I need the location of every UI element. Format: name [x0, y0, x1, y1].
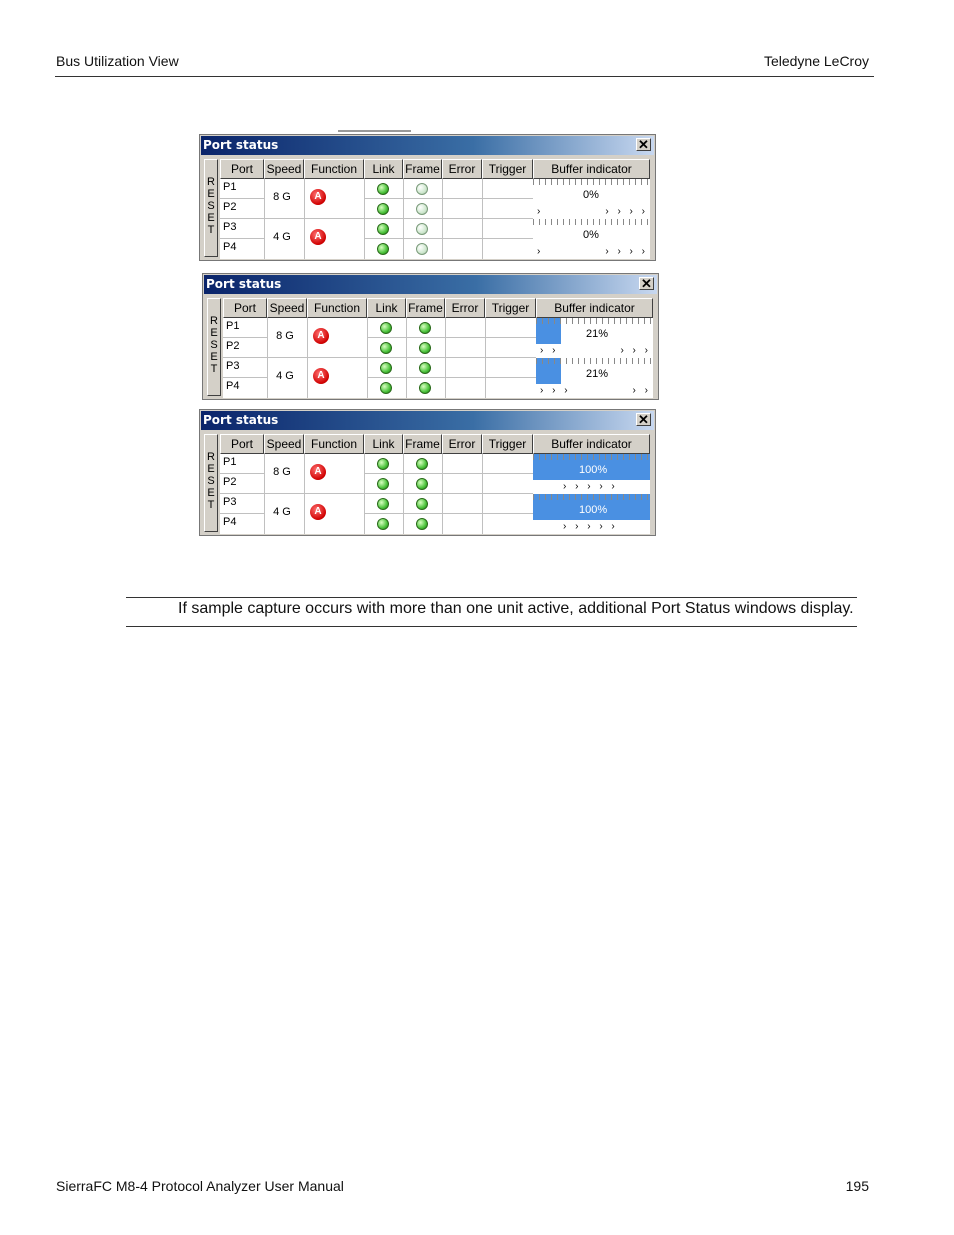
- link-led-icon: [380, 322, 392, 334]
- port-label: P3: [226, 360, 240, 372]
- port-rows: [223, 318, 653, 398]
- buffer-scale-ticks: [536, 358, 653, 364]
- buffer-indicator: [533, 454, 650, 494]
- buffer-activity-arrows-right: › › › ›: [605, 246, 648, 257]
- buffer-scale-ticks: [533, 219, 650, 225]
- buffer-indicator: [536, 358, 653, 398]
- grid-line: [482, 179, 483, 259]
- frame-led-icon: [419, 382, 431, 394]
- column-header[interactable]: Buffer indicator: [536, 298, 653, 318]
- page-header-section: Bus Utilization View: [56, 53, 179, 69]
- column-header[interactable]: Trigger: [482, 159, 533, 179]
- port-label: P1: [226, 320, 240, 332]
- grid-line: [304, 179, 305, 259]
- frame-led-icon: [416, 478, 428, 490]
- port-status-window-3: [199, 409, 656, 536]
- grid-line: [442, 179, 443, 259]
- grid-line: [403, 179, 404, 259]
- grid-line: [364, 454, 365, 534]
- column-header[interactable]: Link: [367, 298, 406, 318]
- page-header-company: Teledyne LeCroy: [763, 53, 869, 69]
- column-header[interactable]: Function: [307, 298, 367, 318]
- port-label: P1: [223, 181, 237, 193]
- buffer-activity-arrows-left: › › ›: [540, 385, 571, 396]
- column-header[interactable]: Buffer indicator: [533, 159, 650, 179]
- grid-line: [406, 318, 407, 398]
- reset-button-letter: E: [207, 212, 215, 224]
- figure-frame-line: [338, 130, 411, 132]
- close-icon[interactable]: ✕: [639, 277, 654, 290]
- frame-led-icon: [416, 498, 428, 510]
- buffer-activity-arrows-left: › ›: [540, 345, 559, 356]
- grid-line: [482, 454, 483, 534]
- link-led-icon: [377, 183, 389, 195]
- frame-led-icon: [416, 243, 428, 255]
- reset-button-letter: T: [207, 224, 215, 236]
- buffer-percent: 100%: [579, 464, 608, 476]
- column-header[interactable]: Speed: [264, 434, 304, 454]
- buffer-activity-arrows: › › › › ›: [563, 481, 618, 492]
- link-led-icon: [377, 223, 389, 235]
- grid-line: [220, 493, 533, 494]
- header-divider: [55, 76, 874, 77]
- buffer-percent: 100%: [579, 504, 608, 516]
- column-header[interactable]: Frame: [403, 159, 442, 179]
- function-analyzer-icon[interactable]: A: [310, 189, 326, 205]
- column-header[interactable]: Frame: [406, 298, 445, 318]
- close-icon[interactable]: ✕: [636, 138, 651, 151]
- column-header[interactable]: Error: [442, 159, 482, 179]
- reset-button-letter: T: [207, 499, 215, 511]
- grid-line: [442, 454, 443, 534]
- function-analyzer-icon[interactable]: A: [310, 504, 326, 520]
- speed-value: 8 G: [273, 191, 291, 203]
- speed-value: 4 G: [273, 231, 291, 243]
- grid-line: [364, 238, 533, 239]
- frame-led-icon: [419, 322, 431, 334]
- function-analyzer-icon[interactable]: A: [310, 229, 326, 245]
- column-header[interactable]: Port: [220, 159, 264, 179]
- grid-line: [220, 198, 264, 199]
- speed-value: 4 G: [273, 506, 291, 518]
- reset-button[interactable]: [204, 159, 218, 257]
- note-text: If sample capture occurs with more than one unit active, additional Port Status windows display.: [178, 600, 854, 617]
- link-led-icon: [380, 382, 392, 394]
- buffer-scale-ticks: [533, 454, 650, 460]
- reset-button[interactable]: [204, 434, 218, 532]
- column-header[interactable]: Port: [220, 434, 264, 454]
- buffer-indicator: [533, 179, 650, 219]
- function-analyzer-icon[interactable]: A: [313, 368, 329, 384]
- grid-line: [223, 377, 267, 378]
- column-header[interactable]: Link: [364, 159, 403, 179]
- port-label: P3: [223, 496, 237, 508]
- function-analyzer-icon[interactable]: A: [310, 464, 326, 480]
- speed-value: 8 G: [273, 466, 291, 478]
- column-header[interactable]: Trigger: [485, 298, 536, 318]
- reset-button-letter: R: [207, 176, 215, 188]
- buffer-indicator: [533, 219, 650, 259]
- reset-button-letter: E: [207, 487, 215, 499]
- buffer-activity-arrows-left: ›: [537, 206, 544, 217]
- grid-line: [364, 179, 365, 259]
- frame-led-icon: [419, 342, 431, 354]
- column-header[interactable]: Link: [364, 434, 403, 454]
- link-led-icon: [377, 498, 389, 510]
- grid-line: [307, 318, 308, 398]
- reset-button-letter: S: [207, 475, 215, 487]
- reset-button-letter: R: [207, 451, 215, 463]
- note-top-rule: [126, 597, 857, 598]
- column-header[interactable]: Port: [223, 298, 267, 318]
- grid-line: [220, 513, 264, 514]
- buffer-activity-arrows-right: › › › ›: [605, 206, 648, 217]
- buffer-percent: 0%: [583, 189, 599, 201]
- frame-led-icon: [419, 362, 431, 374]
- link-led-icon: [380, 362, 392, 374]
- buffer-scale-ticks: [533, 494, 650, 500]
- column-header[interactable]: Function: [304, 159, 364, 179]
- reset-button-letter: R: [210, 315, 218, 327]
- port-label: P4: [223, 516, 237, 528]
- grid-line: [445, 318, 446, 398]
- reset-button[interactable]: [207, 298, 221, 396]
- link-led-icon: [377, 243, 389, 255]
- grid-line: [364, 473, 533, 474]
- page-footer-title: SierraFC M8-4 Protocol Analyzer User Manual: [56, 1178, 344, 1194]
- window-title: Port status: [203, 413, 279, 427]
- frame-led-icon: [416, 518, 428, 530]
- port-status-window-2: [202, 273, 659, 400]
- note-bottom-rule: [126, 626, 857, 627]
- frame-led-icon: [416, 458, 428, 470]
- reset-button-letter: E: [210, 327, 218, 339]
- grid-line: [367, 337, 536, 338]
- reset-button-letter: E: [207, 188, 215, 200]
- port-status-window-1: [199, 134, 656, 261]
- grid-line: [223, 337, 267, 338]
- link-led-icon: [377, 478, 389, 490]
- function-analyzer-icon[interactable]: A: [313, 328, 329, 344]
- grid-line: [367, 377, 536, 378]
- speed-value: 8 G: [276, 330, 294, 342]
- column-header[interactable]: Frame: [403, 434, 442, 454]
- frame-led-icon: [416, 183, 428, 195]
- grid-line: [223, 357, 536, 358]
- link-led-icon: [380, 342, 392, 354]
- column-header[interactable]: Error: [445, 298, 485, 318]
- port-label: P2: [223, 476, 237, 488]
- frame-led-icon: [416, 203, 428, 215]
- port-label: P2: [226, 340, 240, 352]
- column-header[interactable]: Buffer indicator: [533, 434, 650, 454]
- port-label: P4: [223, 241, 237, 253]
- column-header[interactable]: Speed: [264, 159, 304, 179]
- grid-line: [364, 198, 533, 199]
- port-label: P3: [223, 221, 237, 233]
- grid-line: [220, 218, 533, 219]
- buffer-activity-arrows-right: › › ›: [620, 345, 651, 356]
- grid-line: [485, 318, 486, 398]
- reset-button-letter: T: [210, 363, 218, 375]
- reset-button-letter: S: [210, 339, 218, 351]
- window-titlebar: [201, 411, 654, 430]
- buffer-scale-ticks: [533, 179, 650, 185]
- frame-led-icon: [416, 223, 428, 235]
- buffer-indicator: [533, 494, 650, 534]
- buffer-activity-arrows-left: ›: [537, 246, 544, 257]
- window-title: Port status: [206, 277, 282, 291]
- buffer-activity-arrows-right: › ›: [632, 385, 651, 396]
- grid-line: [220, 238, 264, 239]
- link-led-icon: [377, 458, 389, 470]
- reset-button-letter: E: [210, 351, 218, 363]
- buffer-percent: 0%: [583, 229, 599, 241]
- window-titlebar: [201, 136, 654, 155]
- column-header[interactable]: Error: [442, 434, 482, 454]
- close-icon[interactable]: ✕: [636, 413, 651, 426]
- grid-line: [367, 318, 368, 398]
- link-led-icon: [377, 518, 389, 530]
- link-led-icon: [377, 203, 389, 215]
- port-label: P4: [226, 380, 240, 392]
- buffer-scale-ticks: [536, 318, 653, 324]
- column-header[interactable]: Trigger: [482, 434, 533, 454]
- speed-value: 4 G: [276, 370, 294, 382]
- window-titlebar: [204, 275, 657, 294]
- port-rows: [220, 179, 650, 259]
- window-title: Port status: [203, 138, 279, 152]
- buffer-activity-arrows: › › › › ›: [563, 521, 618, 532]
- buffer-indicator: [536, 318, 653, 358]
- port-label: P2: [223, 201, 237, 213]
- reset-button-letter: S: [207, 200, 215, 212]
- port-label: P1: [223, 456, 237, 468]
- column-header[interactable]: Speed: [267, 298, 307, 318]
- port-rows: [220, 454, 650, 534]
- column-header[interactable]: Function: [304, 434, 364, 454]
- grid-line: [403, 454, 404, 534]
- grid-line: [304, 454, 305, 534]
- buffer-percent: 21%: [586, 368, 609, 380]
- grid-line: [220, 473, 264, 474]
- buffer-percent: 21%: [586, 328, 609, 340]
- reset-button-letter: E: [207, 463, 215, 475]
- grid-line: [364, 513, 533, 514]
- page-number: 195: [845, 1178, 869, 1194]
